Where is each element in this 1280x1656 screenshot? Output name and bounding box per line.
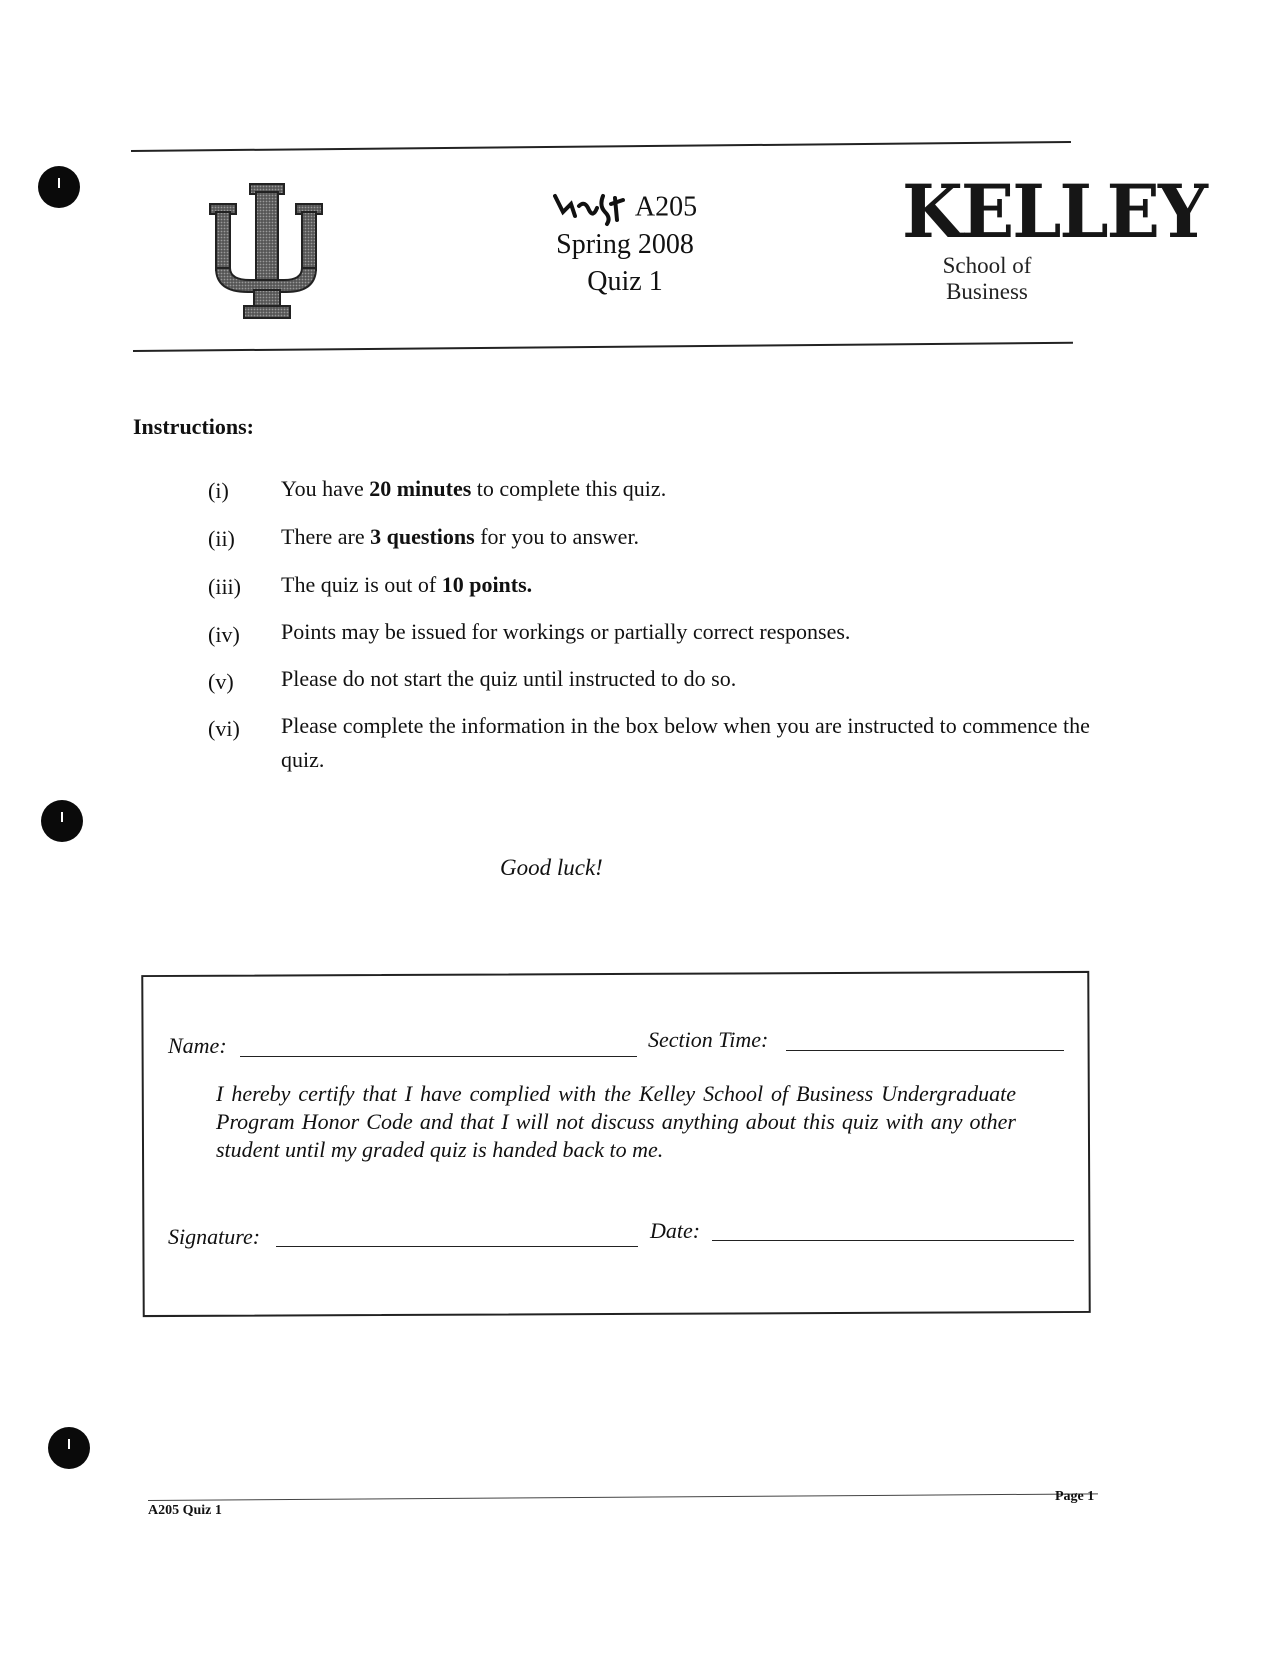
kelley-subtitle: School of Business (942, 253, 1032, 304)
good-luck-text: Good luck! (500, 855, 603, 880)
quiz-title: Quiz 1 (587, 266, 663, 297)
binder-hole-middle (41, 800, 83, 842)
header-rule-top (131, 141, 1071, 152)
instruction-number: (vi) (208, 716, 240, 741)
section-time-field[interactable] (786, 1050, 1064, 1051)
instruction-item: You have 20 minutes to complete this quiz. (281, 476, 667, 501)
footer-course-label: A205 Quiz 1 (148, 1503, 222, 1518)
instruction-number: (ii) (208, 526, 235, 551)
iu-trident-logo (208, 182, 326, 322)
term: Spring 2008 (556, 229, 694, 260)
name-label: Name: (168, 1033, 227, 1058)
instruction-item: There are 3 questions for you to answer. (281, 524, 640, 549)
footer-rule (148, 1493, 1098, 1501)
instruction-number: (i) (208, 478, 229, 503)
page-number: Page 1 (1055, 1489, 1095, 1504)
date-label: Date: (650, 1218, 701, 1243)
binder-hole-top (38, 166, 80, 208)
name-field[interactable] (240, 1056, 637, 1057)
handwritten-mark-icon (553, 190, 631, 228)
instruction-item: The quiz is out of 10 points. (281, 572, 533, 597)
instruction-item: Please complete the information in the box below when you are instructed to commence the quiz. (281, 713, 1090, 772)
signature-field[interactable] (276, 1246, 638, 1247)
course-code (455, 190, 795, 228)
instruction-number: (iii) (208, 574, 241, 599)
instructions-heading: Instructions: (133, 414, 255, 439)
signature-label: Signature: (168, 1224, 261, 1249)
kelley-wordmark-logo: KELLEY (902, 167, 1206, 256)
binder-hole-bottom (48, 1427, 90, 1469)
date-field[interactable] (712, 1240, 1074, 1241)
instruction-item: Points may be issued for workings or partially correct responses. (281, 619, 851, 644)
section-time-label: Section Time: (648, 1027, 769, 1052)
instruction-number: (iv) (208, 622, 240, 647)
honor-code-certification: I hereby certify that I have complied with the Kelley School of Business Undergraduate Program Honor Code and that I will not discuss anything about this quiz with any other student until my graded quiz is handed back to me. (216, 1081, 1016, 1162)
course-code-text: A205 (634, 191, 698, 223)
instruction-item: Please do not start the quiz until instructed to do so. (281, 666, 737, 691)
header-rule-bottom (133, 342, 1073, 352)
instruction-number: (v) (208, 669, 234, 694)
